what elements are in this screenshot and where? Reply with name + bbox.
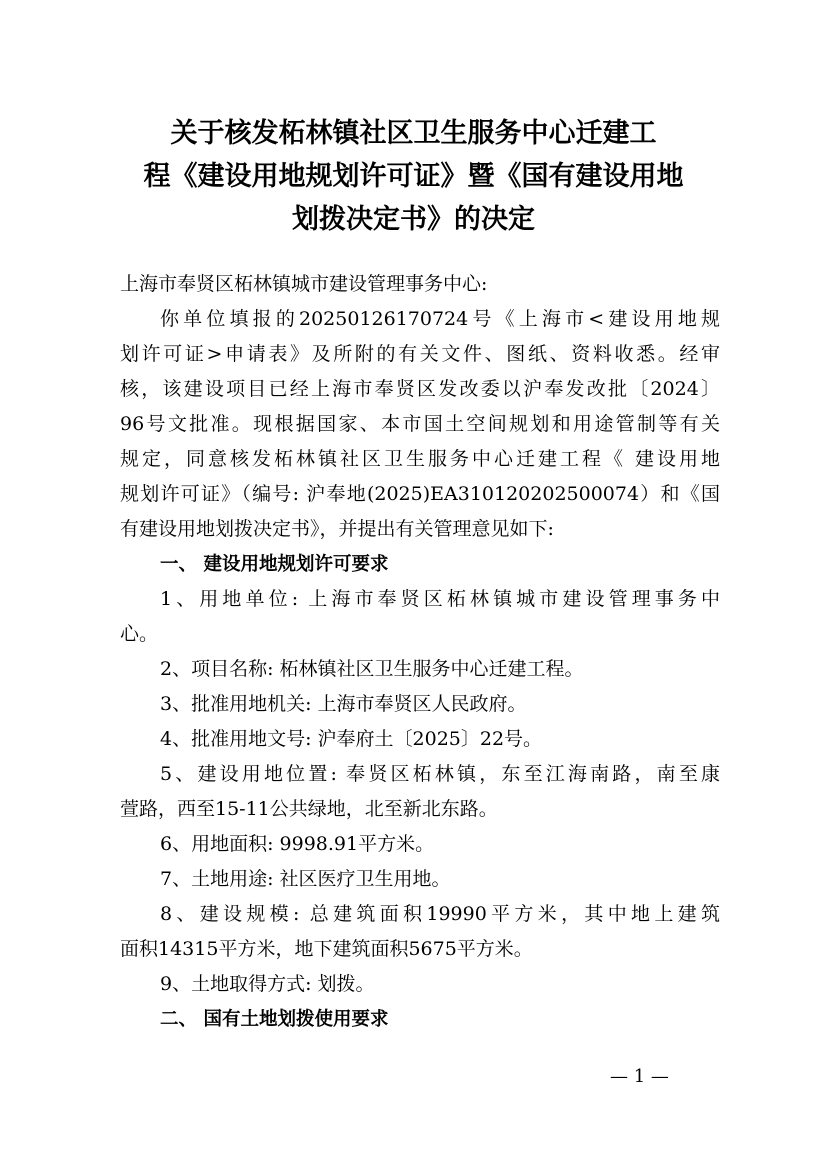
- body-line: 核，该建设项目已经上海市奉贤区发改委以沪奉发改批〔2024〕: [120, 378, 720, 400]
- body-line: 你单位填报的20250126170724号《上海市<建设用地规: [160, 308, 720, 330]
- body-line: 有建设用地划拨决定书》，并提出有关管理意见如下:: [120, 518, 554, 540]
- list-item: 1、用地单位: 上海市奉贤区柘林镇城市建设管理事务中: [160, 588, 720, 610]
- list-item-continuation: 面积14315平方米，地下建筑面积5675平方米。: [120, 938, 533, 960]
- body-line: 规划许可证》（编号: 沪奉地(2025)EA310120202500074）和《国: [120, 483, 720, 505]
- body-line: 规定，同意核发柘林镇社区卫生服务中心迁建工程《 建设用地: [120, 448, 720, 470]
- list-item: 6、用地面积: 9998.91平方米。: [160, 833, 435, 855]
- list-item: 8、建设规模: 总建筑面积19990平方米，其中地上建筑: [160, 903, 720, 925]
- section-heading-1: 一、 建设用地规划许可要求: [160, 554, 389, 575]
- list-item-continuation: 心。: [120, 623, 159, 645]
- list-item-continuation: 萱路，西至15-11公共绿地，北至新北东路。: [120, 798, 498, 820]
- title-line-3: 划拨决定书》的决定: [292, 204, 535, 235]
- section-heading-2: 二、 国有土地划拨使用要求: [160, 1009, 389, 1030]
- document-title: [0, 112, 827, 241]
- body-line: 划许可证>申请表》及所附的有关文件、图纸、资料收悉。经审: [120, 343, 720, 365]
- document-body: [120, 267, 720, 1037]
- body-line: 96号文批准。现根据国家、本市国土空间规划和用途管制等有关: [120, 413, 720, 435]
- title-line-2: 程《建设用地规划许可证》暨《国有建设用地: [143, 161, 684, 192]
- list-item: 5、建设用地位置: 奉贤区柘林镇，东至江海南路，南至康: [160, 763, 720, 785]
- title-line-1: 关于核发柘林镇社区卫生服务中心迁建工: [170, 118, 657, 149]
- list-item: 4、批准用地文号: 沪奉府土〔2025〕22号。: [160, 728, 543, 750]
- list-item: 2、项目名称: 柘林镇社区卫生服务中心迁建工程。: [160, 658, 584, 680]
- list-item: 3、批准用地机关: 上海市奉贤区人民政府。: [160, 693, 527, 715]
- addressee: 上海市奉贤区柘林镇城市建设管理事务中心:: [120, 273, 488, 295]
- list-item: 7、土地用途: 社区医疗卫生用地。: [160, 868, 451, 890]
- page-number: — 1 —: [610, 1066, 669, 1087]
- list-item: 9、土地取得方式: 划拨。: [160, 973, 375, 995]
